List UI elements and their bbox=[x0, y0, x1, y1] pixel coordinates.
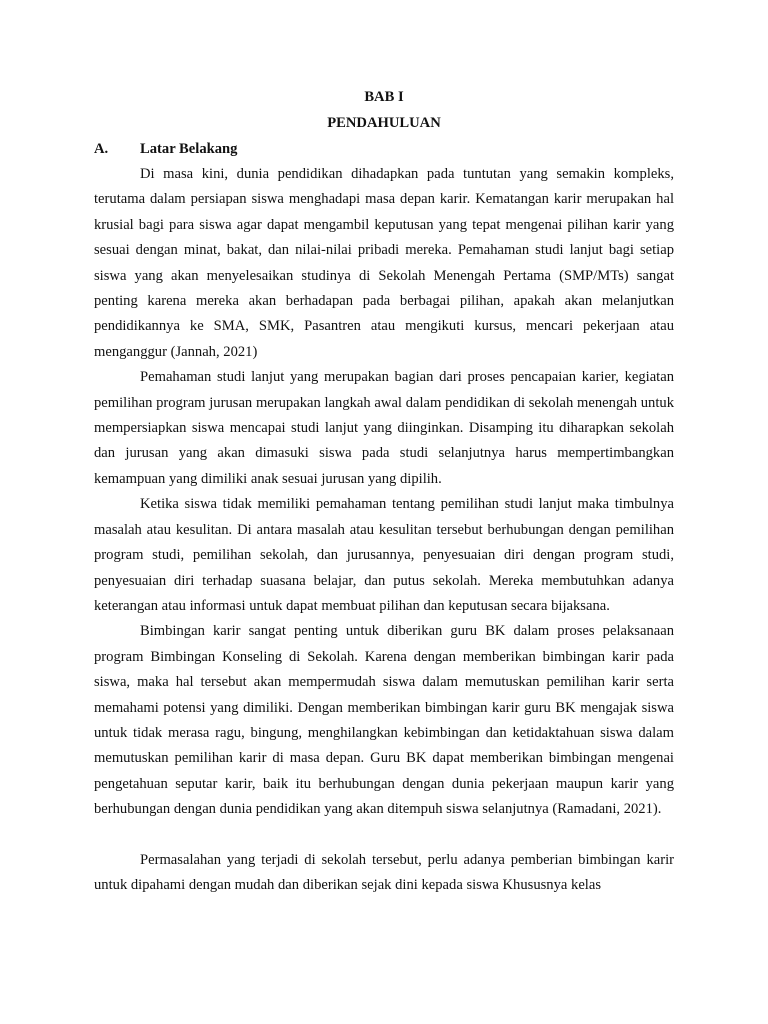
chapter-title: PENDAHULUAN bbox=[327, 115, 441, 131]
section-title: Latar Belakang bbox=[140, 141, 238, 157]
document-page bbox=[94, 84, 674, 898]
paragraph-1: Di masa kini, dunia pendidikan dihadapkan pada tuntutan yang semakin kompleks, terutama dalam persiapan siswa menghadapi masa depan karir. Kematangan karir merupakan hal krusial bagi para siswa agar dapat mengambil keputusan yang tepat mengenai pilihan karir yang sesuai dengan minat, bakat, dan nilai-nilai pribadi mereka. Pemahaman studi lanjut bagi setiap siswa yang akan menyelesaikan studinya di Sekolah Menengah Pertama (SMP/MTs) sangat penting karena mereka akan berhadapan pada berbagai pilihan, apakah akan melanjutkan pendidikannya ke SMA, SMK, Pasantren atau mengikuti kursus, mencari pekerjaan atau menganggur (Jannah, 2021) bbox=[94, 166, 674, 360]
paragraph-4: Bimbingan karir sangat penting untuk diberikan guru BK dalam proses pelaksanaan program Bimbingan Konseling di Sekolah. Karena dengan memberikan bimbingan karir pada siswa, maka hal tersebut akan mempermudah siswa dalam memutuskan pemilihan karir serta memahami potensi yang dimiliki. Dengan memberikan bimbingan karir guru BK mengajak siswa untuk tidak merasa ragu, bingung, menghilangkan kebimbingan dan ketidaktahuan siswa dalam memutuskan pemilihan karir di masa depan. Guru BK dapat memberikan bimbingan mengenai pengetahuan seputar karir, baik itu berhubungan dengan dunia pekerjaan maupun karir yang berhubungan dengan dunia pendidikan yang akan ditempuh siswa selanjutnya (Ramadani, 2021). bbox=[94, 623, 674, 818]
chapter-number: BAB I bbox=[364, 89, 404, 105]
paragraph-5: Permasalahan yang terjadi di sekolah tersebut, perlu adanya pemberian bimbingan karir untuk dipahami dengan mudah dan diberikan sejak dini kepada siswa Khususnya kelas bbox=[94, 851, 674, 893]
paragraph-spacer bbox=[94, 823, 674, 848]
section-number: A. bbox=[94, 141, 109, 157]
paragraph-2: Pemahaman studi lanjut yang merupakan bagian dari proses pencapaian karier, kegiatan pemilihan program jurusan merupakan langkah awal dalam pendidikan di sekolah menengah untuk mempersiapkan siswa mencapai studi lanjut yang diinginkan. Disamping itu diharapkan sekolah dan jurusan yang akan dimasuki siswa pada studi selanjutnya harus mempertimbangkan kemampuan yang dimiliki anak sesuai jurusan yang dipilih. bbox=[94, 369, 674, 487]
paragraph-3: Ketika siswa tidak memiliki pemahaman tentang pemilihan studi lanjut maka timbulnya masalah atau kesulitan. Di antara masalah atau kesulitan tersebut berhubungan dengan pemilihan program studi, pemilihan sekolah, dan jurusannya, penyesuaian diri dengan program studi, penyesuaian diri terhadap suasana belajar, dan putus sekolah. Mereka membutuhkan adanya keterangan atau informasi untuk dapat membuat pilihan dan keputusan secara bijaksana. bbox=[94, 496, 674, 614]
section-heading bbox=[94, 136, 674, 162]
